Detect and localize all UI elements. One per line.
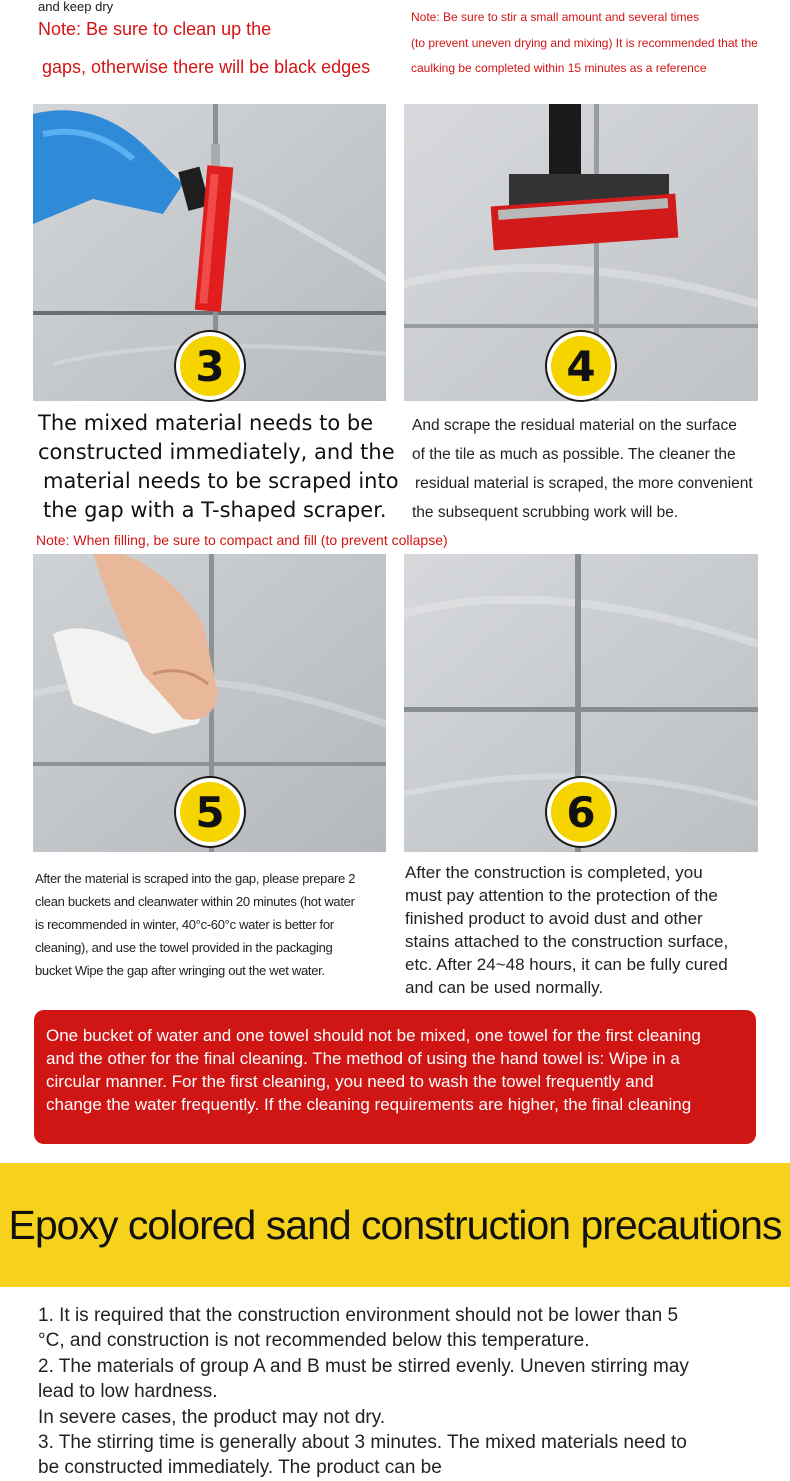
- precautions-list: [38, 1303, 758, 1481]
- cleaning-notice-box: [34, 1010, 756, 1144]
- note-right-line1: Note: Be sure to stir a small amount and several times: [411, 10, 700, 24]
- step6-number-badge: 6: [551, 782, 611, 842]
- note-left-line1: Note: Be sure to clean up the: [38, 19, 272, 39]
- cleaning-notice-line3: circular manner. For the first cleaning, you need to wash the towel frequently and: [46, 1072, 654, 1091]
- precaution-line: °C, and construction is not recommended below this temperature.: [38, 1330, 590, 1352]
- step6-text-line1: After the construction is completed, you: [405, 863, 703, 882]
- step4-text-line1: And scrape the residual material on the surface: [412, 417, 737, 434]
- step6-text-line5: etc. After 24~48 hours, it can be fully cured: [405, 955, 728, 974]
- step5-text-line1: After the material is scraped into the gap, please prepare 2: [35, 871, 356, 886]
- step3-text-line3: material needs to be scraped into: [43, 469, 399, 493]
- precautions-banner: [0, 1163, 790, 1287]
- precaution-line: 2. The materials of group A and B must be stirred evenly. Uneven stirring may: [38, 1355, 689, 1377]
- step3-text-line2: constructed immediately, and the: [38, 440, 395, 464]
- step6-text-line4: stains attached to the construction surface,: [405, 932, 729, 951]
- cleaning-notice-line4: change the water frequently. If the cleaning requirements are higher, the final cleaning: [46, 1095, 692, 1114]
- cleaning-notice-line2: and the other for the final cleaning. The method of using the hand towel is: Wipe in a: [46, 1049, 680, 1068]
- note-right-line2: (to prevent uneven drying and mixing) It is recommended that the: [411, 36, 758, 50]
- step4-text-line4: the subsequent scrubbing work will be.: [412, 504, 679, 521]
- note-left-line2: gaps, otherwise there will be black edges: [42, 57, 371, 77]
- step6-text-line6: and can be used normally.: [405, 978, 604, 997]
- precaution-line: be constructed immediately. The product can be: [38, 1457, 442, 1479]
- step3-text-line1: The mixed material needs to be: [38, 411, 374, 435]
- precaution-line: lead to low hardness.: [38, 1381, 218, 1403]
- filling-note: Note: When filling, be sure to compact and fill (to prevent collapse): [36, 532, 448, 548]
- step6-text-line3: finished product to avoid dust and other: [405, 909, 703, 928]
- precautions-title: Epoxy colored sand construction precautions: [8, 1201, 782, 1248]
- precaution-line: 3. The stirring time is generally about 3 minutes. The mixed materials need to: [38, 1432, 687, 1454]
- precaution-line: 1. It is required that the construction environment should not be lower than 5: [38, 1305, 679, 1326]
- step5-number-badge: 5: [180, 782, 240, 842]
- step5-text-line5: bucket Wipe the gap after wringing out the wet water.: [35, 963, 325, 978]
- step6-text-line2: must pay attention to the protection of the: [405, 886, 718, 905]
- precaution-line: In severe cases, the product may not dry.: [38, 1406, 386, 1428]
- step4-text-line3: residual material is scraped, the more convenient: [415, 475, 753, 492]
- note-right-line3: caulking be completed within 15 minutes as a reference: [411, 61, 707, 75]
- step5-text-line3: is recommended in winter, 40°c-60°c water is better for: [35, 917, 334, 932]
- keep-dry-text: and keep dry: [38, 0, 114, 14]
- cleaning-notice-line1: One bucket of water and one towel should not be mixed, one towel for the first cleaning: [46, 1026, 701, 1045]
- step3-number-badge: 3: [180, 336, 240, 396]
- step5-text-line4: cleaning), and use the towel provided in the packaging: [35, 940, 333, 955]
- step5-text-line2: clean buckets and cleanwater within 20 minutes (hot water: [35, 894, 355, 909]
- step4-number-badge: 4: [551, 336, 611, 396]
- step4-text-line2: of the tile as much as possible. The cleaner the: [412, 446, 736, 463]
- step3-text-line4: the gap with a T-shaped scraper.: [43, 498, 387, 522]
